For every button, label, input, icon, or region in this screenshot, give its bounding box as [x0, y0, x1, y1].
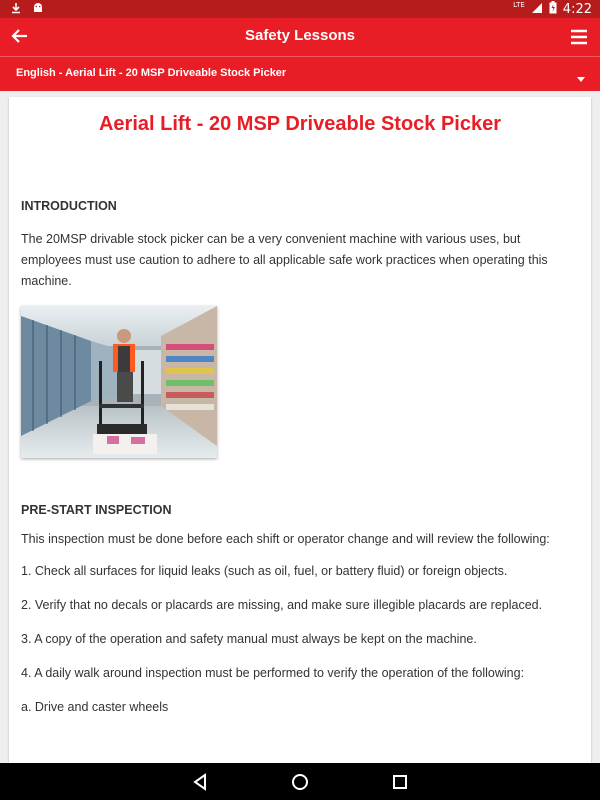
introduction-heading: INTRODUCTION — [21, 199, 117, 213]
inspection-item: 2. Verify that no decals or placards are missing, and make sure illegible placards are replaced. — [21, 598, 543, 612]
app-title: Safety Lessons — [244, 27, 356, 44]
network-label: LTE — [513, 1, 525, 9]
status-time: 4:22 — [562, 1, 592, 17]
pre-start-inspection-heading: PRE-START INSPECTION — [21, 503, 172, 517]
introduction-text: The 20MSP drivable stock picker can be a very convenient machine with various uses, but employees must use caution to adhere to all applicable safe work practices when operating this machine. — [21, 232, 548, 288]
app-bar — [0, 18, 600, 56]
download-icon — [10, 2, 22, 17]
dropdown-arrow-icon[interactable] — [576, 69, 586, 77]
inspection-item: 1. Check all surfaces for liquid leaks (such as oil, fuel, or battery fluid) or foreign objects. — [21, 564, 508, 578]
hamburger-menu-icon[interactable] — [568, 26, 590, 48]
inspection-item: 3. A copy of the operation and safety manual must always be kept on the machine. — [21, 632, 477, 646]
battery-icon — [549, 1, 557, 17]
inspection-sub-item: a. Drive and caster wheels — [21, 700, 169, 714]
android-icon — [32, 2, 44, 17]
recents-square-icon[interactable] — [390, 772, 410, 792]
home-circle-icon[interactable] — [290, 772, 310, 792]
back-triangle-icon[interactable] — [190, 772, 210, 792]
lesson-selector-dropdown[interactable] — [0, 56, 600, 91]
stock-picker-photo — [21, 306, 217, 458]
lesson-content-card[interactable] — [9, 97, 591, 763]
status-bar — [0, 0, 600, 18]
system-nav-bar — [0, 763, 600, 800]
inspection-item: 4. A daily walk around inspection must be performed to verify the operation of the following: — [21, 666, 525, 680]
signal-icon — [531, 2, 543, 17]
lesson-title: Aerial Lift - 20 MSP Driveable Stock Picker — [98, 113, 502, 135]
selected-lesson-label: English - Aerial Lift - 20 MSP Driveable Stock Picker — [16, 67, 287, 79]
pre-start-inspection-text: This inspection must be done before each shift or operator change and will review the following: — [21, 532, 550, 546]
